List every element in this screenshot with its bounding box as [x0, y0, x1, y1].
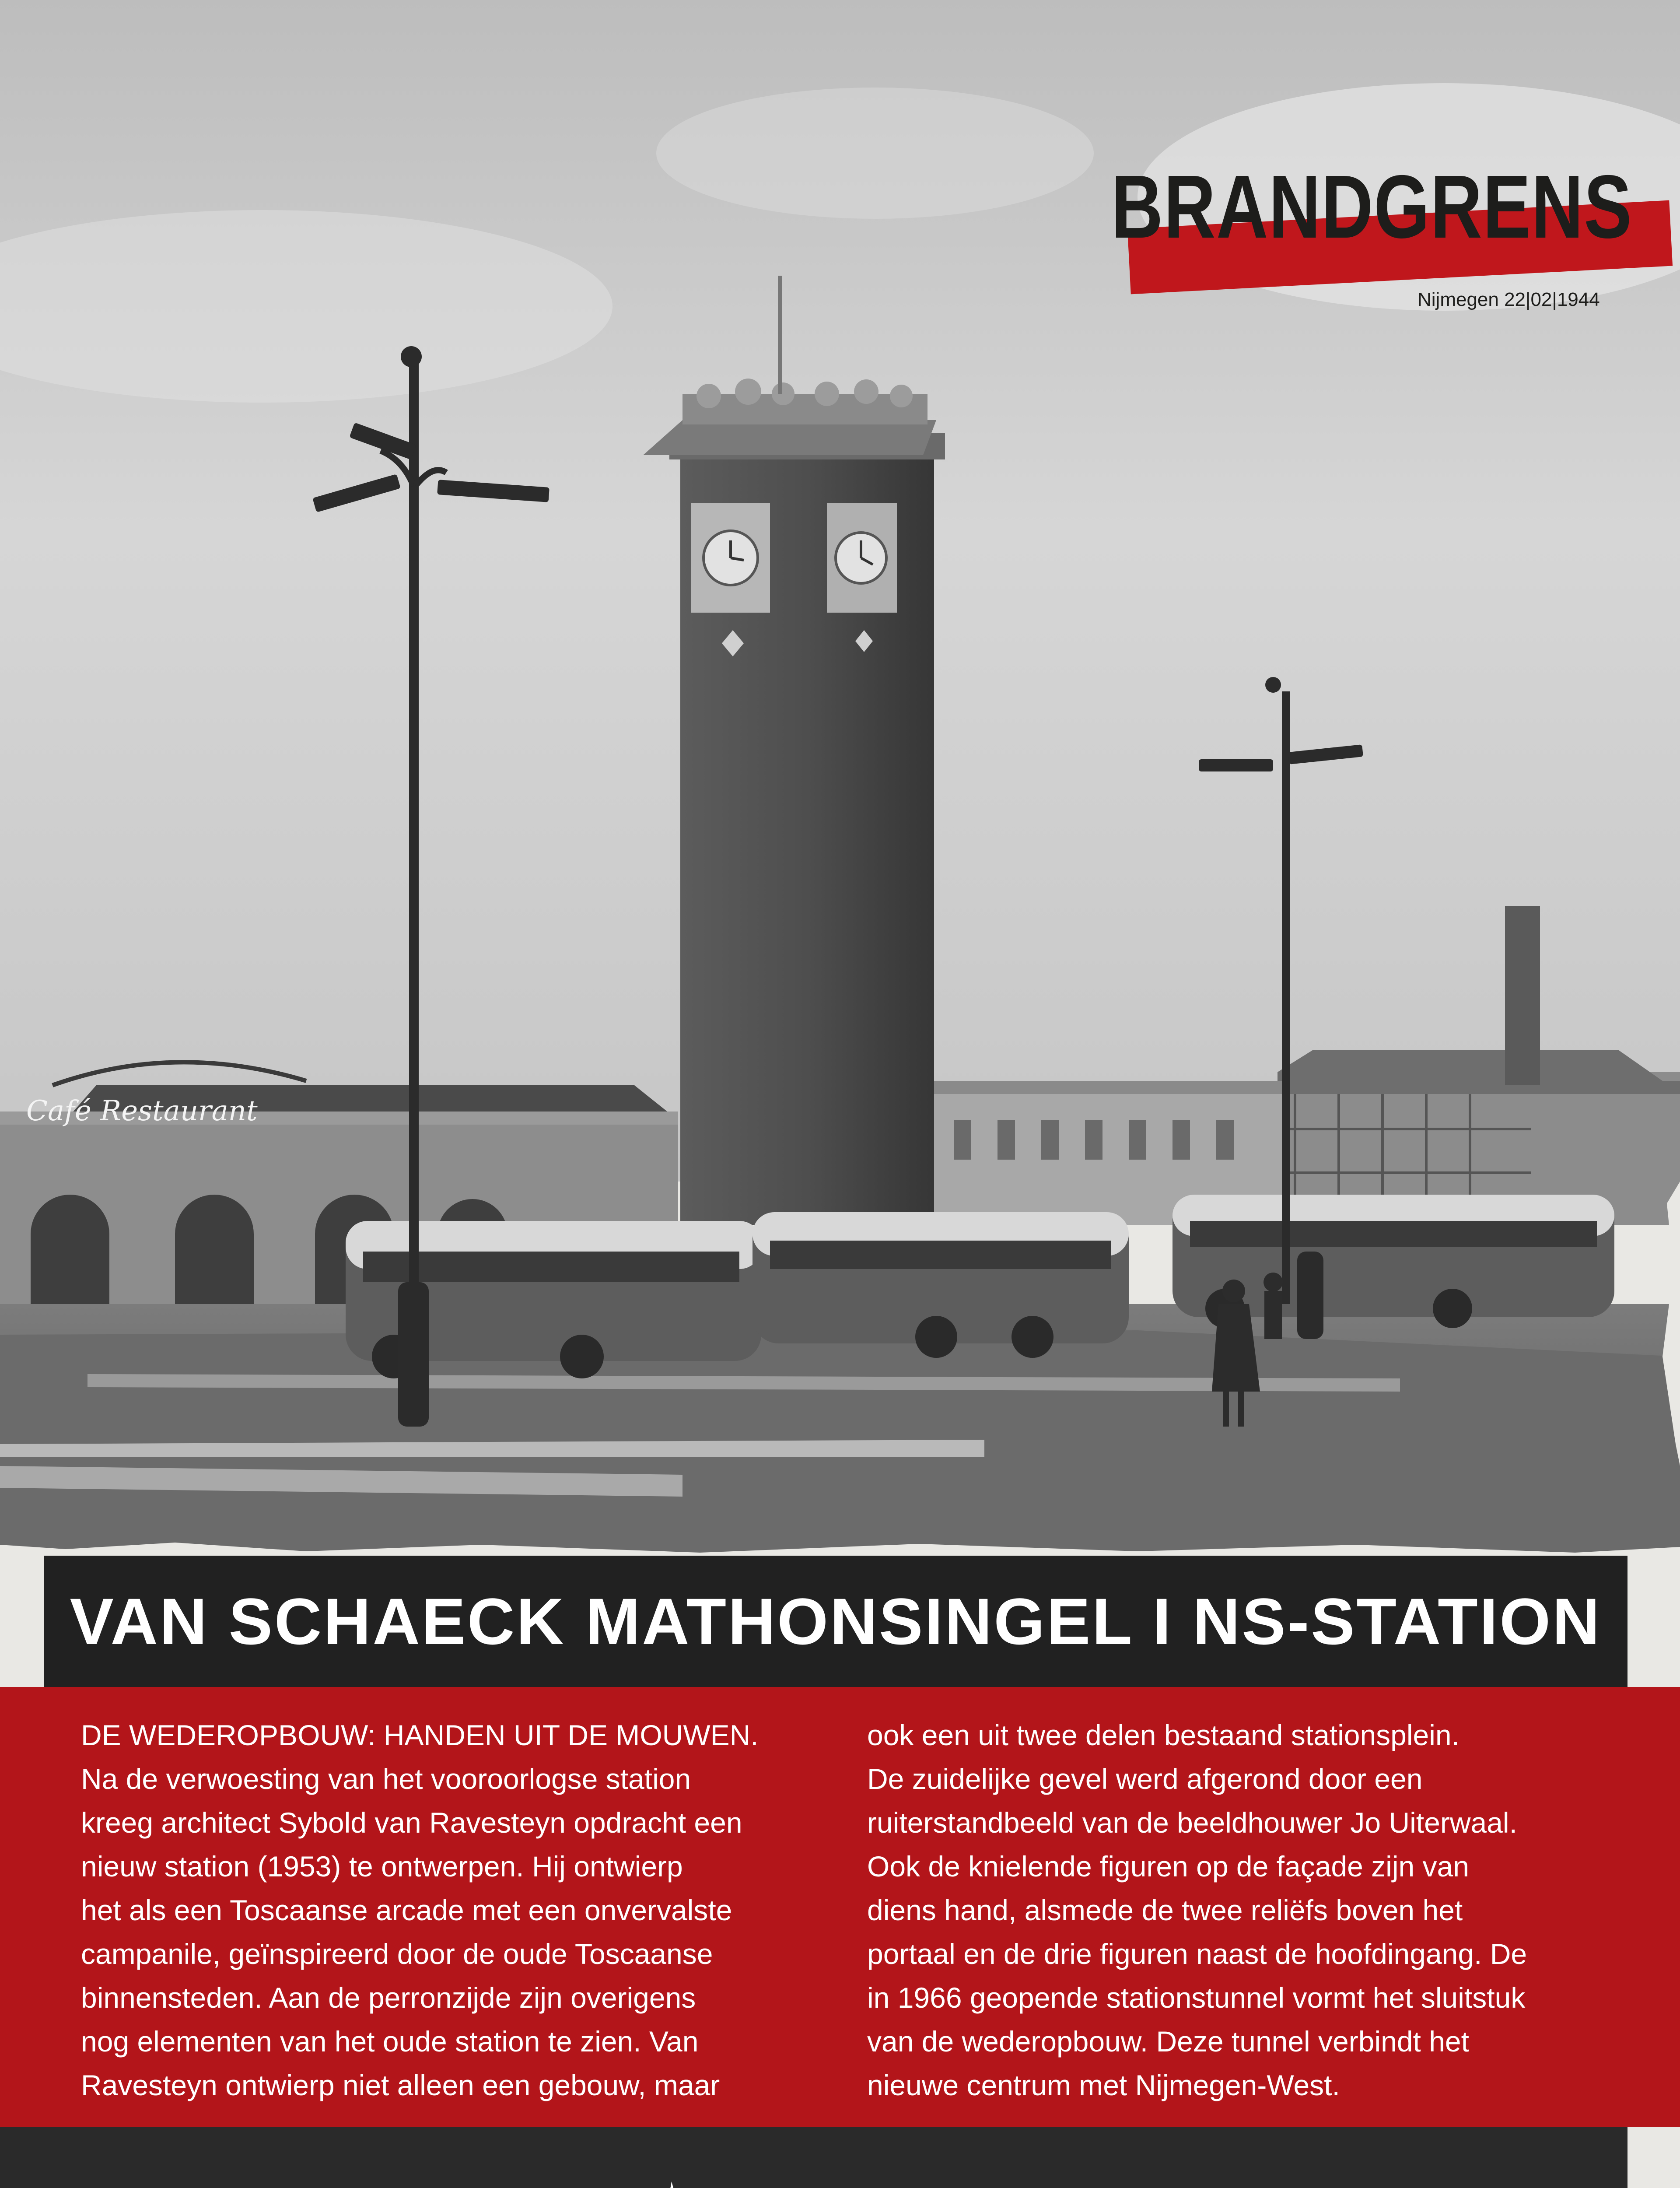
text-line: nieuw station (1953) te ontwerpen. Hij ontwierp [81, 1850, 683, 1883]
text-line: portaal en de drie figuren naast de hoofdingang. De [867, 1938, 1527, 1970]
text-line: Ook de knielende figuren op de façade zijn van [867, 1850, 1469, 1883]
text-line: nog elementen van het oude station te zien. Van [81, 2025, 699, 2058]
footer [0, 2127, 1680, 2188]
text-line: Ravesteyn ontwierp niet alleen een gebouw, maar [81, 2069, 720, 2101]
page-title: VAN SCHAECK MATHONSINGEL I NS-STATION [70, 1584, 1602, 1658]
brand-subtitle: Nijmegen 22|02|1944 [1418, 289, 1600, 310]
text-line: campanile, geïnspireerd door de oude Toscaanse [81, 1938, 713, 1970]
clock-tower [643, 276, 945, 1225]
text-line: diens hand, alsmede de twee reliëfs boven het [867, 1894, 1463, 1926]
text-line: Na de verwoesting van het vooroorlogse station [81, 1763, 691, 1795]
text-line: binnensteden. Aan de perronzijde zijn overigens [81, 1981, 696, 2014]
text-line: De zuidelijke gevel werd afgerond door een [867, 1763, 1423, 1795]
text-line: DE WEDEROPBOUW: HANDEN UIT DE MOUWEN. [81, 1719, 759, 1751]
text-line: van de wederopbouw. Deze tunnel verbindt het [867, 2025, 1469, 2058]
brandgrens-logo [1111, 144, 1680, 333]
pedestrian [1264, 1273, 1283, 1339]
text-line: ruiterstandbeeld van de beeldhouwer Jo Uiterwaal. [867, 1806, 1517, 1839]
flame-icon [639, 2177, 704, 2188]
text-line: ook een uit twee delen bestaand stationsplein. [867, 1719, 1460, 1751]
text-line: nieuwe centrum met Nijmegen-West. [867, 2069, 1340, 2101]
title-bar [44, 1556, 1628, 1687]
text-column-left [81, 1713, 825, 2107]
footer-band [0, 2127, 1628, 2188]
brandgrens-024-logo [639, 2177, 704, 2188]
text-section [0, 1687, 1680, 2127]
text-line: kreeg architect Sybold van Ravesteyn opdracht een [81, 1806, 742, 1839]
text-line: het als een Toscaanse arcade met een onvervalste [81, 1894, 732, 1926]
text-line: in 1966 geopende stationstunnel vormt het sluitstuk [867, 1981, 1526, 2014]
bus-middle [752, 1212, 1129, 1358]
cafe-restaurant-sign: Café Restaurant [26, 1095, 258, 1127]
brand-name: BRANDGRENS [1111, 157, 1633, 257]
text-column-right [867, 1713, 1611, 2107]
